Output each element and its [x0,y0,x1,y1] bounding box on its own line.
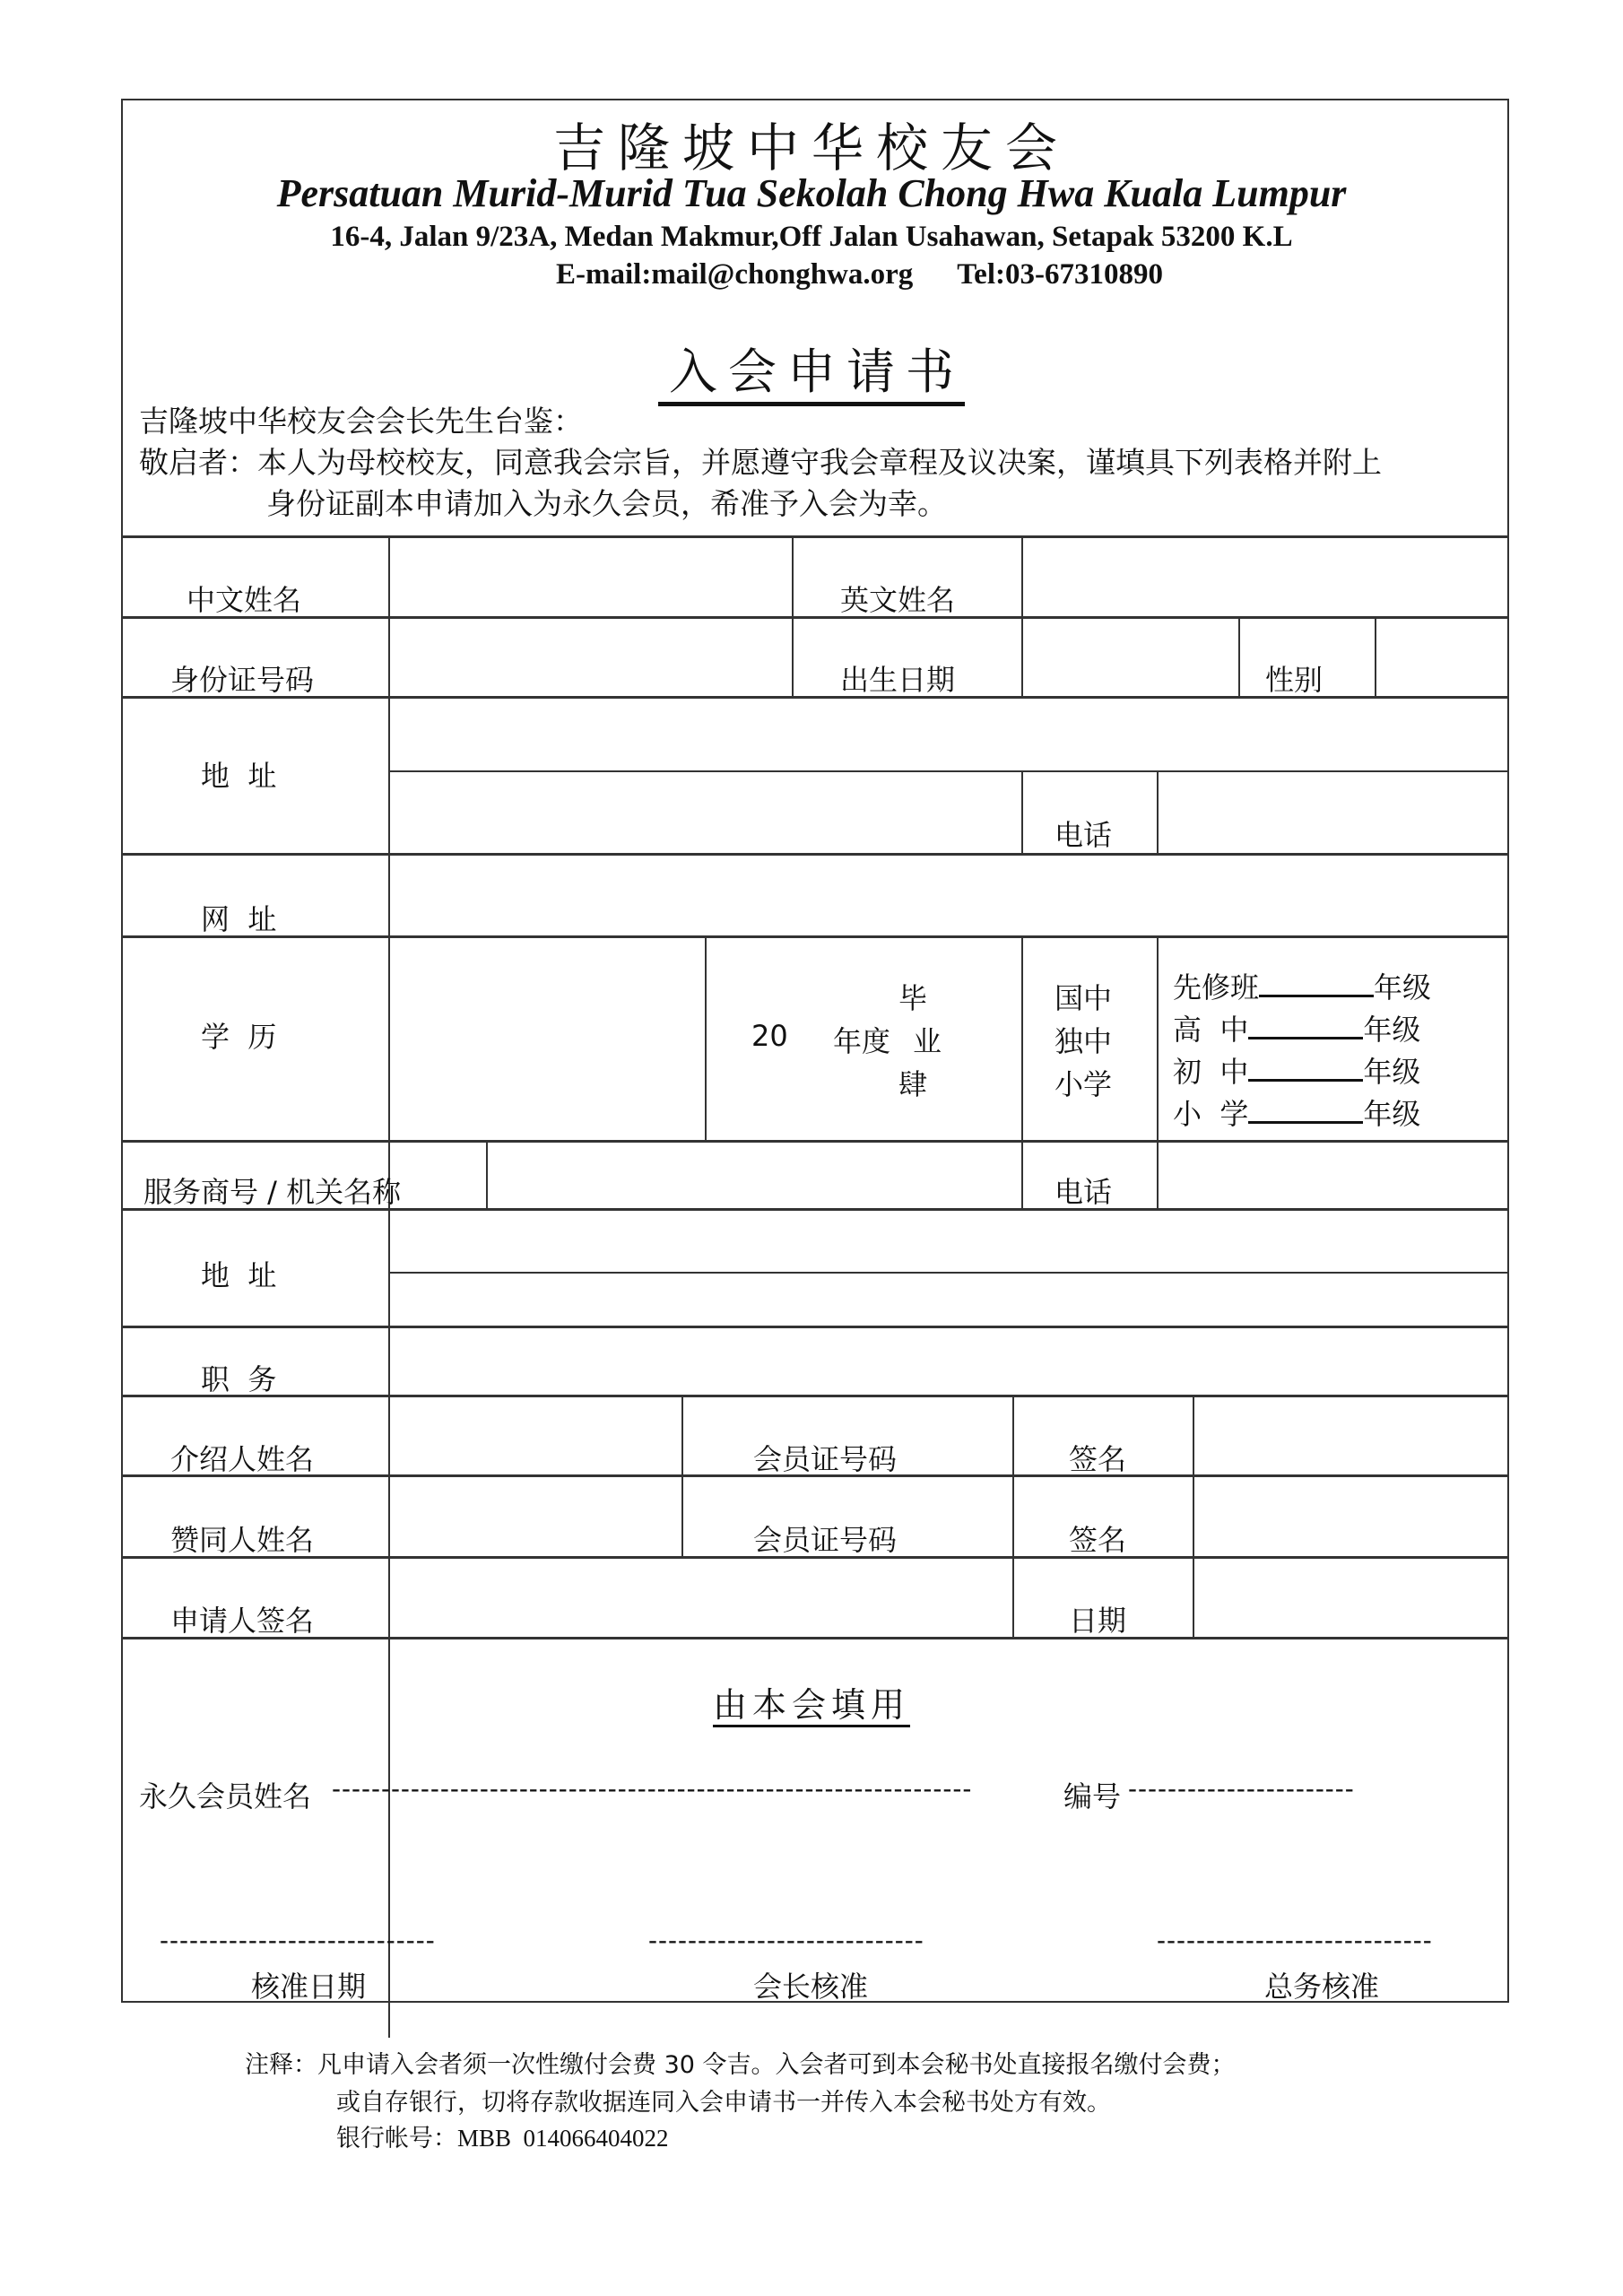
member-number-dashes: ----------------------- [1128,1774,1355,1804]
employer-address-line-1-field[interactable] [391,1211,1508,1271]
note-label: 注释： [245,2051,317,2079]
english-name-field[interactable] [1024,538,1508,615]
col-line [486,1141,488,1209]
intro-line-1: 敬启者：本人为母校校友，同意我会宗旨，并愿遵守我会章程及议决案，谨填具下列表格并附上 [139,445,1382,480]
address-split-line-2 [388,1272,1509,1274]
col-line [1193,1396,1194,1638]
grade-row [1173,1091,1420,1133]
table-bottom-line [121,1637,1509,1639]
grad-year-label: 年度 [833,1024,891,1058]
introducer-signature-field[interactable] [1195,1397,1508,1474]
office-use-section [0,1677,1623,1726]
col-line [1157,936,1159,1141]
col-line [792,536,794,696]
introducer-name-field[interactable] [391,1397,681,1474]
member-number-label: 编号 [1063,1779,1122,1813]
col-line [1157,1141,1159,1209]
col-line [1375,617,1376,696]
birth-date-field[interactable] [1024,619,1237,695]
grad-status-3: 肆 [898,1067,928,1101]
label-english-name: 英文姓名 [840,583,956,617]
label-signature-2: 签名 [1069,1523,1127,1557]
secretary-dashes: ---------------------------- [1157,1926,1433,1955]
org-name-english: Persatuan Murid-Murid Tua Sekolah Chong Hwa Kuala Lumpur [276,171,1347,215]
president-approval-label: 会长核准 [753,1970,869,2004]
label-gender: 性别 [1265,663,1324,697]
row-line [121,935,1509,938]
ic-number-field[interactable] [391,619,791,695]
employer-address-line-2-field[interactable] [391,1274,1508,1325]
grad-status-2: 业 [913,1024,942,1058]
note-line-1 [245,2045,1236,2080]
label-applicant-signature: 申请人签名 [170,1604,315,1638]
label-website: 网 址 [201,902,277,936]
employer-field[interactable] [489,1143,1020,1207]
col-line [1021,536,1023,696]
chinese-name-field[interactable] [391,538,791,615]
col-line [705,936,707,1141]
school-type-national: 国中 [1055,981,1113,1015]
org-address: 16-4, Jalan 9/23A, Medan Makmur,Off Jalan Usahawan, Setapak 53200 K.L [330,221,1293,253]
seconder-signature-field[interactable] [1195,1477,1508,1555]
grade-level: 小 学 [1173,1097,1249,1131]
application-date-field[interactable] [1195,1559,1508,1636]
grade-blank[interactable] [1248,1056,1363,1082]
note-text-1: 凡申请入会者须一次性缴付会费 30 令吉。入会者可到本会秘书处直接报名缴付会费； [317,2051,1236,2079]
approval-date-dashes: ---------------------------- [160,1926,436,1955]
label-chinese-name: 中文姓名 [187,583,302,617]
grade-suffix: 年级 [1363,1013,1421,1047]
label-ic-number: 身份证号码 [170,663,315,697]
col-line [1012,1396,1014,1638]
grade-suffix: 年级 [1363,1097,1421,1131]
school-type-primary: 小学 [1055,1067,1113,1101]
approval-date-label: 核准日期 [251,1970,367,2004]
grade-blank[interactable] [1248,1098,1363,1124]
education-field[interactable] [391,938,704,1140]
col-line [1021,771,1023,853]
col-line [1238,617,1240,696]
label-employer-phone: 电话 [1055,1175,1113,1209]
form-title-text: 入会申请书 [658,344,965,406]
org-email: E-mail:mail@chonghwa.org [556,258,914,291]
grade-row [1173,1049,1420,1091]
address-split-line [388,770,1509,772]
label-phone: 电话 [1055,818,1113,852]
grade-suffix: 年级 [1363,1055,1421,1089]
col-line [681,1396,683,1556]
address-line-1-field[interactable] [391,699,1508,770]
label-position: 职 务 [201,1362,277,1396]
grade-level: 初 中 [1173,1055,1249,1089]
label-member-no-2: 会员证号码 [753,1523,898,1557]
permanent-member-name-label: 永久会员姓名 [139,1779,312,1813]
bank-account-number: MBB 014066404022 [457,2125,669,2152]
employer-phone-field[interactable] [1159,1143,1508,1207]
label-column-line [388,536,390,2038]
label-education: 学 历 [201,1020,277,1054]
seconder-name-field[interactable] [391,1477,681,1555]
grad-year-prefix: 20 [751,1019,788,1053]
school-type-independent: 独中 [1055,1024,1113,1058]
grade-suffix: 年级 [1374,970,1432,1004]
phone-field[interactable] [1159,773,1508,852]
col-line [1021,936,1023,1141]
gender-field[interactable] [1377,619,1508,695]
label-member-no-1: 会员证号码 [753,1442,898,1476]
label-address: 地 址 [201,759,277,793]
org-name-chinese: 吉隆坡中华校友会 [552,117,1070,178]
label-date: 日期 [1069,1604,1127,1638]
form-title [0,334,1623,403]
col-line [1157,771,1159,853]
bank-account-line [336,2118,669,2153]
grade-blank[interactable] [1248,1013,1363,1039]
member-name-dashes: ----------------------------------------------------------------- [332,1774,973,1804]
col-line [1021,1141,1023,1209]
salutation: 吉隆坡中华校友会会长先生台鉴： [139,404,583,439]
president-dashes: ---------------------------- [648,1926,924,1955]
label-seconder-name: 赞同人姓名 [170,1523,315,1557]
grade-level: 先修班 [1173,970,1260,1004]
website-field[interactable] [391,856,1508,935]
applicant-signature-field[interactable] [391,1559,1011,1636]
label-employer-address: 地 址 [201,1258,277,1292]
grade-row [1173,1007,1420,1048]
bank-account-label: 银行帐号： [336,2125,457,2152]
grade-blank[interactable] [1259,971,1374,997]
grade-row [1173,965,1431,1006]
secretary-approval-label: 总务核准 [1264,1970,1380,2004]
address-line-2-field[interactable] [391,773,1020,852]
office-use-title: 由本会填用 [713,1685,910,1727]
org-contact [556,258,1163,291]
org-tel: Tel:03-67310890 [957,258,1163,291]
grade-level: 高 中 [1173,1013,1249,1047]
row-line [121,616,1509,619]
label-signature-1: 签名 [1069,1442,1127,1476]
intro-line-2: 身份证副本申请加入为永久会员，希准予入会为幸。 [266,486,947,521]
label-birth-date: 出生日期 [840,663,956,697]
grad-status-1: 毕 [898,981,928,1015]
label-employer: 服务商号 / 机关名称 [143,1175,402,1209]
label-introducer-name: 介绍人姓名 [170,1442,315,1476]
position-field[interactable] [391,1328,1508,1394]
note-line-2: 或自存银行，切将存款收据连同入会申请书一并传入本会秘书处方有效。 [336,2089,1111,2117]
